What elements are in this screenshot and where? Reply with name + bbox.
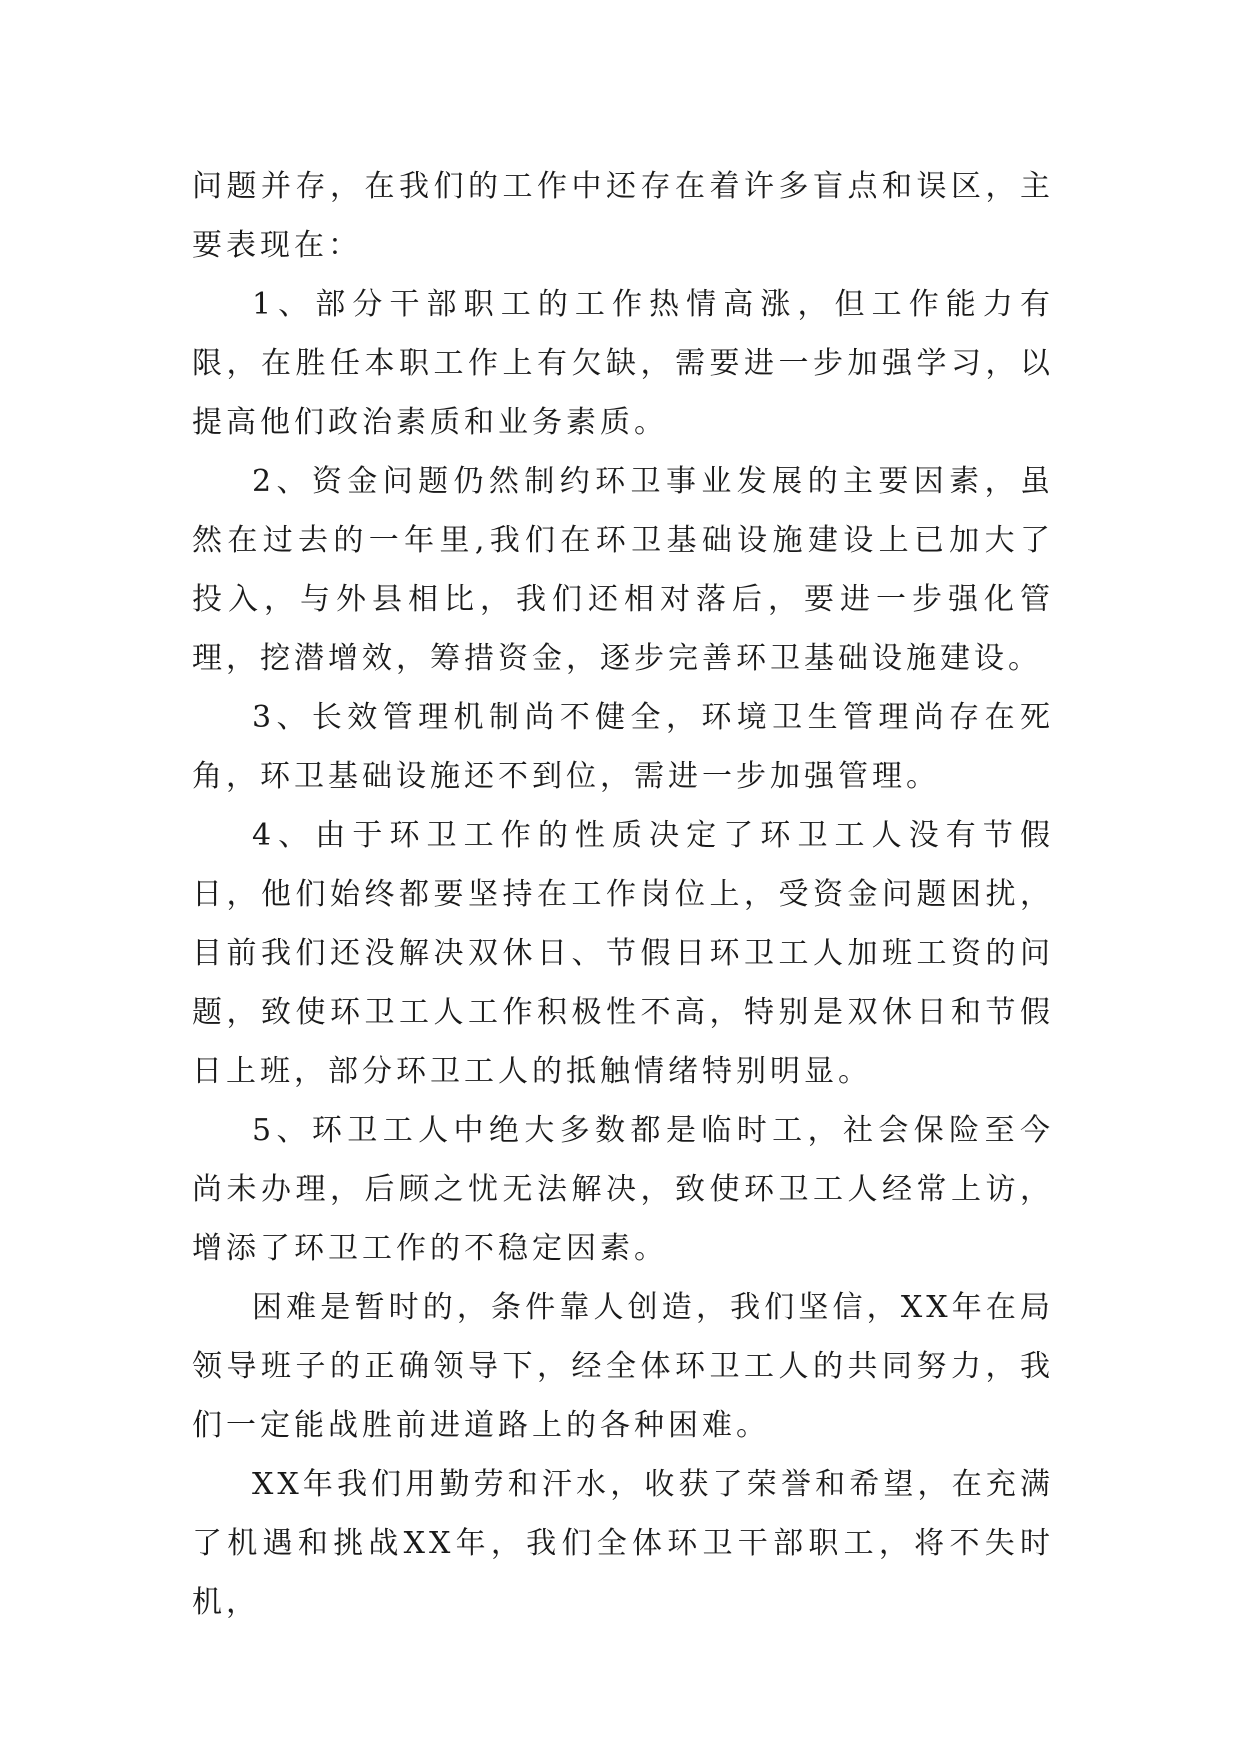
paragraph-confidence: 困难是暂时的，条件靠人创造，我们坚信，XX年在局领导班子的正确领导下，经全体环卫工人的共同努力，我们一定能战胜前进道路上的各种困难。 [192,1290,1054,1443]
paragraph-item-3: 3、长效管理机制尚不健全，环境卫生管理尚存在死角，环卫基础设施还不到位，需进一步加强管理。 [192,700,1054,794]
document-body [192,157,1054,1632]
paragraph-closing: XX年我们用勤劳和汗水，收获了荣誉和希望，在充满了机遇和挑战XX年，我们全体环卫干部职工，将不失时机， [192,1467,1054,1620]
paragraph-item-1: 1、部分干部职工的工作热情高涨，但工作能力有限，在胜任本职工作上有欠缺，需要进一步加强学习，以提高他们政治素质和业务素质。 [192,287,1054,440]
paragraph-item-5: 5、环卫工人中绝大多数都是临时工，社会保险至今尚未办理，后顾之忧无法解决，致使环卫工人经常上访，增添了环卫工作的不稳定因素。 [192,1113,1054,1266]
paragraph-item-4: 4、由于环卫工作的性质决定了环卫工人没有节假日，他们始终都要坚持在工作岗位上，受资金问题困扰，目前我们还没解决双休日、节假日环卫工人加班工资的问题，致使环卫工人工作积极性不高，特别是双休日和节假日上班，部分环卫工人的抵触情绪特别明显。 [192,818,1054,1089]
paragraph-item-2: 2、资金问题仍然制约环卫事业发展的主要因素，虽然在过去的一年里,我们在环卫基础设施建设上已加大了投入，与外县相比，我们还相对落后，要进一步强化管理，挖潜增效，筹措资金，逐步完善环卫基础设施建设。 [192,464,1054,676]
paragraph-continuation: 问题并存，在我们的工作中还存在着许多盲点和误区，主要表现在： [192,169,1054,263]
